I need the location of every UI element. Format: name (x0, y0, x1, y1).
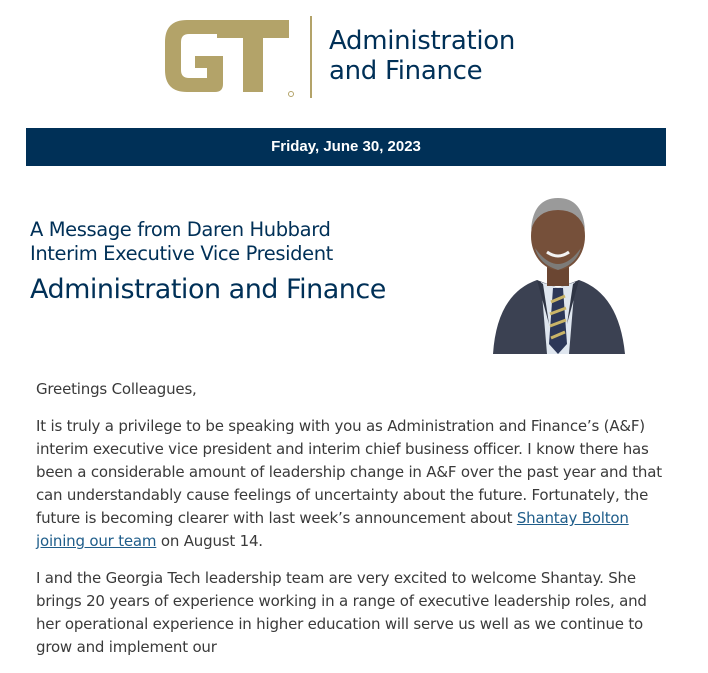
header-divider (310, 16, 312, 98)
paragraph-1-text: It is truly a privilege to be speaking with you as Administration and Finance’s (A&F) interim executive vice president and interim chief business officer. I know there has been a considerable amount of leadership change in A&F over the past year and that can understandably cause feelings of uncertainty about the future. Fortunately, the future is becoming clearer with last week’s announcement about (36, 417, 662, 527)
message-title: Administration and Finance (30, 274, 386, 305)
brand-line-1: Administration (329, 26, 516, 56)
body-paragraph-2: I and the Georgia Tech leadership team are very excited to welcome Shantay. She brings 20 years of experience working in a range of executive leadership roles, and her operational experience in higher education will serve us well as we continue to grow and implement our (36, 569, 647, 656)
message-heading (30, 218, 386, 307)
body-paragraph-1 (36, 415, 666, 553)
newsletter-header (0, 0, 708, 110)
brand-name (329, 26, 515, 86)
person-portrait-icon (487, 184, 629, 354)
greeting: Greetings Colleagues, (36, 380, 197, 398)
brand-line-2: and Finance (329, 56, 483, 86)
date-text: Friday, June 30, 2023 (271, 138, 421, 155)
shantay-bolton-link[interactable]: Shantay Bolton joining our team (36, 509, 629, 550)
gt-logo-icon (157, 12, 295, 100)
message-body (36, 378, 666, 673)
paragraph-1-text-end: on August 14. (156, 532, 263, 550)
message-role-line: Interim Executive Vice President (30, 242, 333, 265)
message-from-line: A Message from Daren Hubbard (30, 218, 331, 241)
date-banner (26, 128, 666, 166)
